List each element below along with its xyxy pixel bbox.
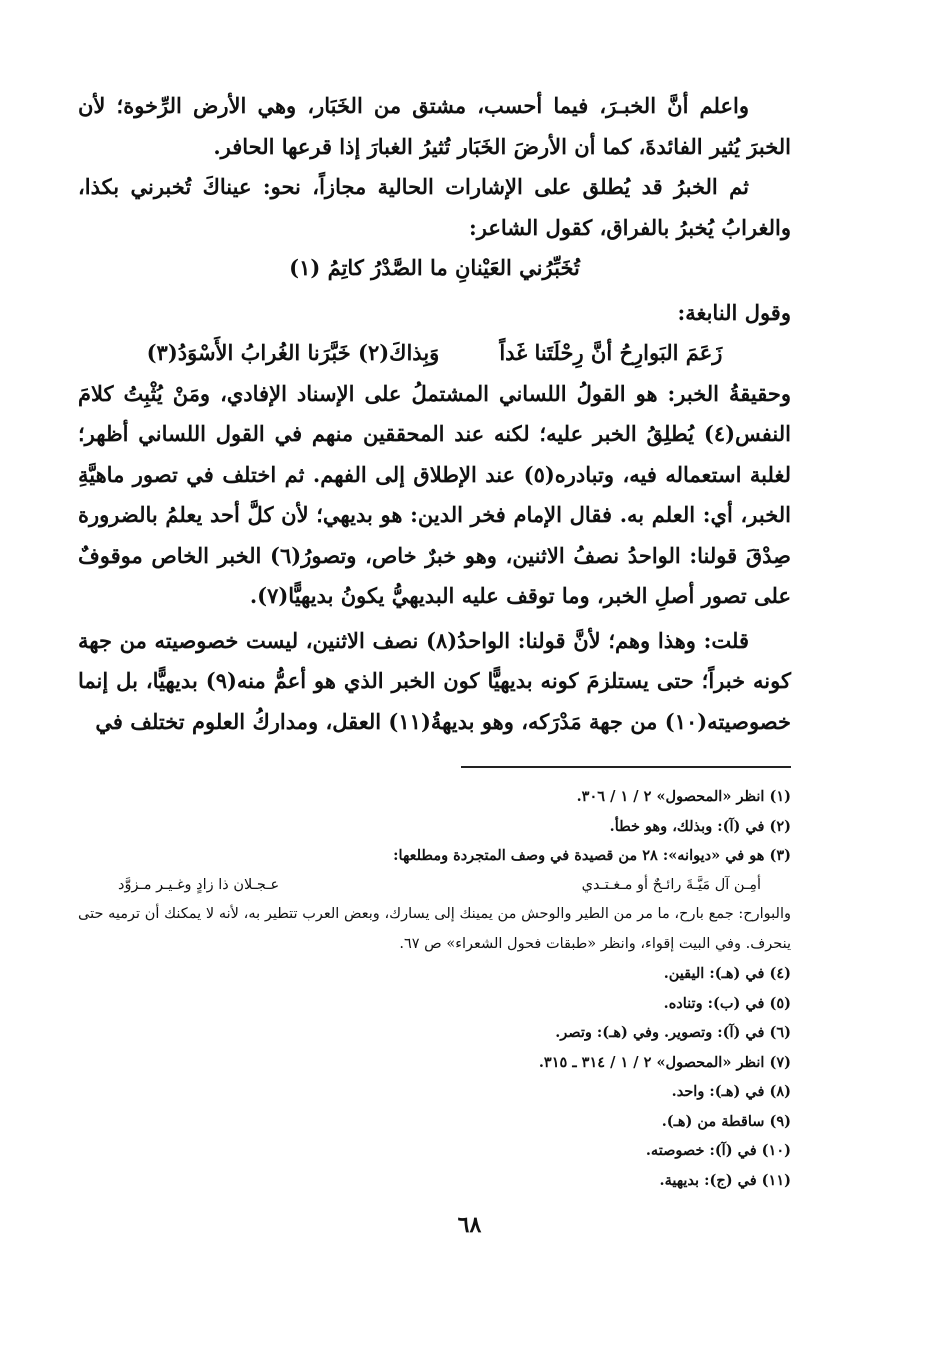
footnote-6: (٦) في (آ): وتصوير. وفي (هـ): وتصر.: [555, 1024, 791, 1041]
verse-line-1: تُخَبِّرُني العَيْنانِ ما الصَّدْرُ كاتِمُ (١): [289, 255, 580, 280]
footnotes: [78, 782, 791, 1195]
footnote-3: (٣) هو في «ديوانه»: ٢٨ من قصيدة في وصف المتجردة ومطلعها:: [393, 847, 791, 864]
paragraph-2: ثم الخبرُ قد يُطلق على الإشارات الحالية مجازاً، نحو: عيناكَ تُخبرني بكذا، والغرابُ يُخبرُ بالفراق، كقول الشاعر:: [78, 174, 791, 240]
footnote-10: (١٠) في (آ): خصوصته.: [645, 1142, 791, 1159]
footnote-2: (٢) في (آ): وبذلك، وهو خطأ.: [609, 817, 791, 835]
paragraph-5: قلت: وهذا وهم؛ لأنَّ قولنا: الواحدُ(٨) نصف الاثنين، ليست خصوصيته من جهة كونه خبراً؛ حتى يستلزمَ كونه بديهيًّا كون الخبر الذي هو أعمُّ منه(٩) بديهيًّا، بل إنما خصوصيته(١٠) من جهة مَدْرَكه، وهو بديهةُ(١١) العقل، ومداركُ العلوم تختلف في: [78, 627, 792, 734]
footnote-1: (١) انظر «المحصول» ٢ / ١ / ٣٠٦.: [576, 788, 791, 805]
paragraph-1: واعلم أنَّ الخبـرَ، فيما أحسب، مشتق من الخَبَار، وهي الأرض الرِّخوة؛ لأن الخبرَ يُثير الفائدةَ، كما أن الأرضَ الخَبَار تُثيرُ الغبارَ إذا قرعها الحافر.: [78, 93, 791, 159]
footnote-5: (٥) في (ب): وتناده.: [663, 994, 791, 1012]
paragraph-4: وحقيقةُ الخبر: هو القولُ اللساني المشتملُ على الإسناد الإفادي، ومَنْ يُثْبِتُ كلامَ النفس(٤) يُطلِقُ الخبر عليه؛ لكنه عند المحققين منهم في القول اللساني أظهر؛ لغلبة استعماله فيه، وتبادره(٥) عند الإطلاق إلى الفهم. ثم اختلف في تصور ماهيَّةِ الخبر، أي: العلم به. فقال الإمام فخر الدين: هو بديهي؛ لأن كلَّ أحد يعلمُ بالضرورة صِدْقَ قولنا: الواحدُ نصفُ الاثنين، وهو خبرٌ خاص، وتصورُ(٦) الخبر الخاص موقوفٌ على تصور أصلِ الخبر، وما توقف عليه البديهيُّ يكونُ بديهيًّا(٧).: [78, 380, 791, 608]
main-text: [78, 86, 791, 742]
footnote-8: (٨) في (هـ): واحد.: [671, 1083, 791, 1100]
footnote-3-explanation: والبوارح: جمع بارح، ما مر من الطير والوحش من يمينك إلى يسارك، وبعض العرب تتطير به، لأنه لا يمكنك أن ترميه حتى ينحرف. وفي البيت إقواء، وانظر «طبقات فحول الشعراء» ص ٦٧.: [78, 906, 791, 952]
footnote-7: (٧) انظر «المحصول» ٢ / ١ / ٣١٤ ـ ٣١٥.: [538, 1053, 791, 1071]
verse-2-first-hemistich: زَعَمَ البَوارِحُ أنَّ رِحْلَتَنا غَداً: [499, 340, 723, 365]
footnote-11: (١١) في (ج): بديهية.: [659, 1171, 791, 1189]
paragraph-3: وقول النابغة:: [677, 299, 791, 325]
page-number: ٦٨: [457, 1212, 482, 1238]
footnote-3-verse-second: عـجـلان ذا زادٍ وغـيـر مـزوَّد: [118, 876, 280, 893]
footnote-3-verse-first: أمِـن آل مَيَّـةَ رائـحٌ أو مـغـتـدي: [581, 876, 761, 893]
verse-2-second-hemistich: وَبِذاكَ(٢) خَبَّرَنا الغُرابُ الأَسْوَدُ(٣): [146, 340, 440, 365]
footnote-separator: [461, 766, 791, 768]
footnote-9: (٩) ساقطة من (هـ).: [661, 1112, 791, 1130]
footnote-3-verse: [78, 871, 791, 901]
verse-line-2: [78, 333, 791, 374]
footnote-4: (٤) في (هـ): اليقين.: [663, 965, 791, 982]
